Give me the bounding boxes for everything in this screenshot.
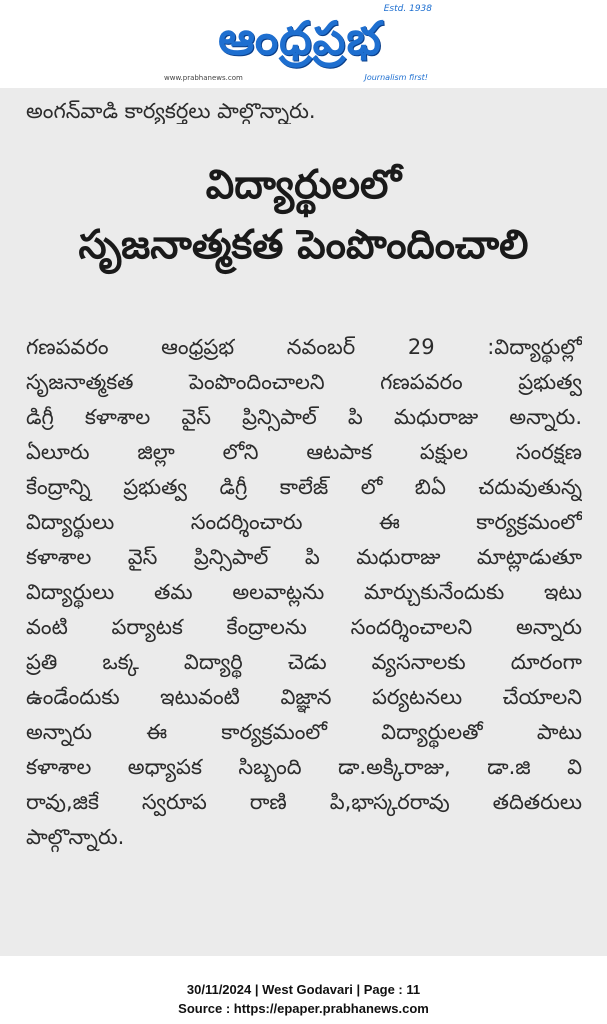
body-line: కళాశాల వైస్ ప్రిన్సిపాల్ పి మధురాజు మాట్లాడుతూ (26, 545, 582, 569)
headline-line-1: విద్యార్థులలో (205, 162, 402, 208)
body-line: రావు,జికే స్వరూప రాణి పి,భాస్కరరావు తదితరులు (26, 790, 582, 814)
logo-text: ఆంధ్రప్రభ (218, 11, 382, 65)
established-year: Estd. 1938 (383, 4, 432, 14)
website-label: www.prabhanews.com (164, 74, 243, 82)
body-line: కేంద్రాన్ని ప్రభుత్వ డిగ్రీ కాలేజ్ లో బిఏ చదువుతున్న (26, 475, 582, 499)
body-line: ఉండేందుకు ఇటువంటి విజ్ఞాన పర్యటనలు చేయాలని (26, 685, 582, 709)
body-line: సృజనాత్మకత పెంపొందించాలని గణపవరం ప్రభుత్వ (26, 370, 582, 394)
article-clipping (0, 88, 607, 956)
footer (0, 980, 607, 1018)
body-line: పాల్గొన్నారు. (26, 825, 125, 849)
publication-meta: 30/11/2024 | West Godavari | Page : 11 (186, 982, 421, 997)
body-line: ఏలూరు జిల్లా లోని ఆటపాక పక్షుల సంరక్షణ (26, 440, 582, 464)
body-line: గణపవరం ఆంధ్రప్రభ నవంబర్ 29 :విద్యార్థుల్లో (26, 335, 582, 359)
headline-line-2: సృజనాత్మకత పెంపొందించాలి (78, 222, 529, 268)
article-body (26, 330, 582, 855)
body-line: డిగ్రీ కళాశాల వైస్ ప్రిన్సిపాల్ పి మధురాజు అన్నారు. (26, 405, 582, 429)
body-line: వంటి పర్యాటక కేంద్రాలను సందర్శించాలని అన్నారు (26, 615, 582, 639)
body-line: విద్యార్థులు సందర్శించారు ఈ కార్యక్రమంలో (26, 510, 582, 534)
body-line: అన్నారు ఈ కార్యక్రమంలో విద్యార్థులతో పాటు (26, 720, 582, 744)
tagline: Journalism first! (364, 73, 428, 82)
body-line: ప్రతి ఒక్క విద్యార్థి చెడు వ్యసనాలకు దూరంగా (26, 650, 582, 674)
body-line: కళాశాల అధ్యాపక సిబ్బంది డా.అక్కిరాజు, డా.జి వి (26, 755, 582, 779)
masthead (0, 0, 607, 88)
newspaper-logo (150, 4, 450, 82)
previous-article-line: అంగన్‌వాడి కార్యకర్తలు పాల్గొన్నారు. (26, 99, 316, 123)
source-link[interactable]: Source : https://epaper.prabhanews.com (178, 1001, 429, 1016)
body-line: విద్యార్థులు తమ అలవాట్లను మార్చుకునేందుకు ఇటు (26, 580, 582, 604)
